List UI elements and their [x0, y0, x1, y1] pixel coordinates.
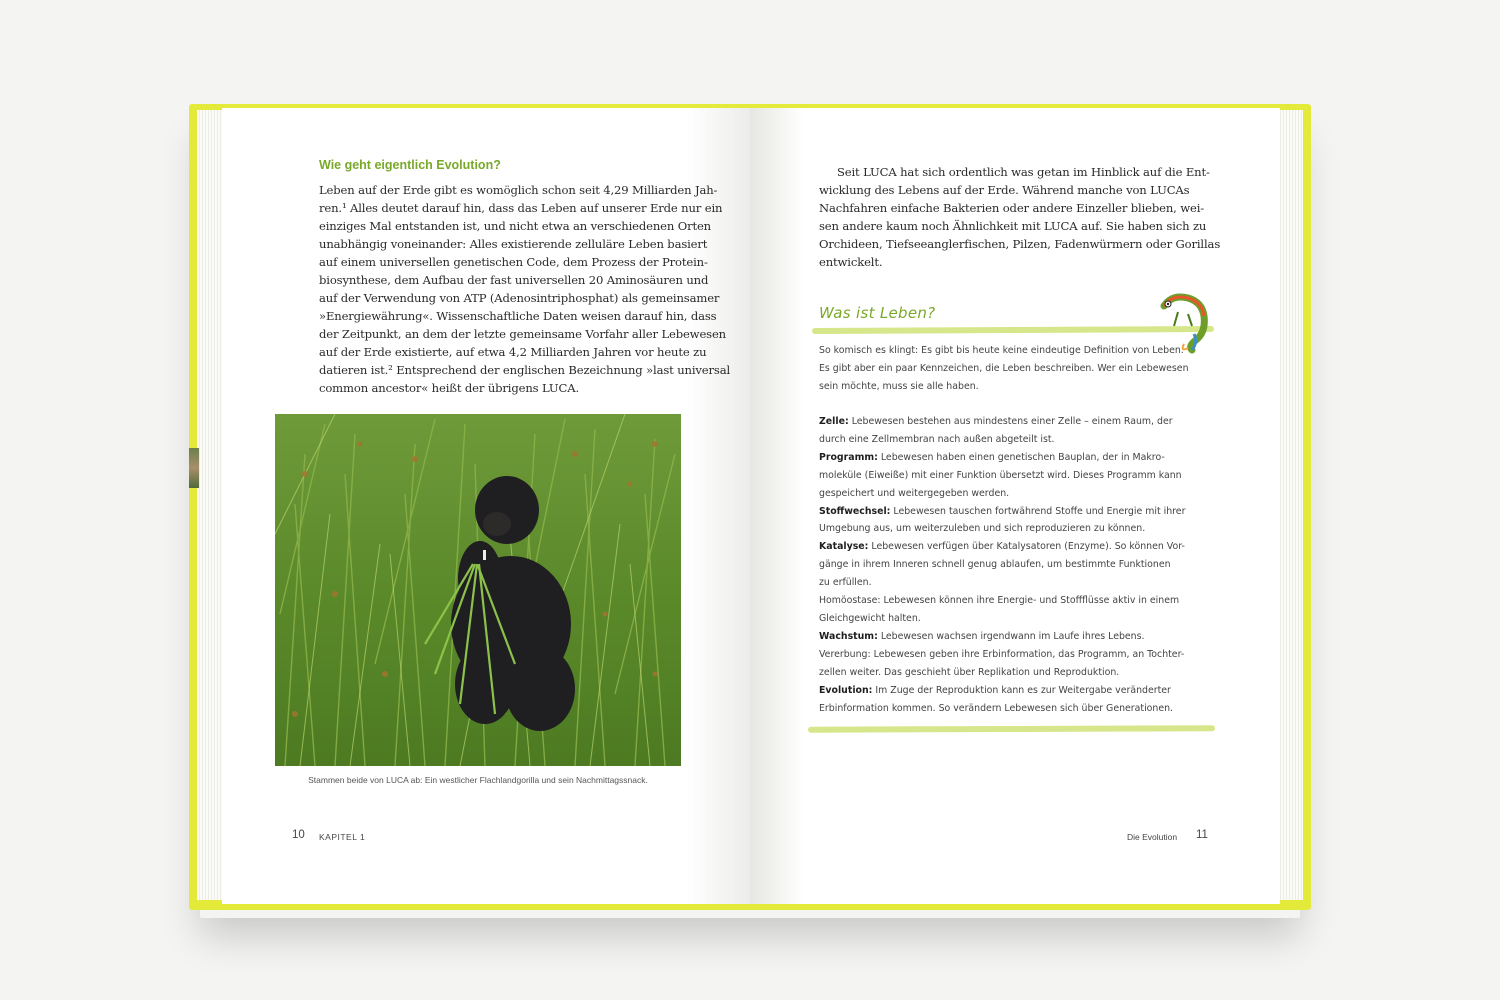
definition-text: Homöostase: Lebewesen können ihre Energie- und Stoffflüsse aktiv in einem	[819, 595, 1180, 607]
text-line: Nachfahren einfache Bakterien oder andere Einzeller blieben, wei-	[819, 201, 1205, 215]
text-line: auf einem universellen genetischen Code, dem Prozess der Protein-	[319, 255, 708, 269]
definition-text: moleküle (Eiweiße) mit einer Funktion übersetzt wird. Dieses Programm kann	[819, 469, 1182, 481]
definition-text: Im Zuge der Reproduktion kann es zur Weitergabe veränderter	[875, 684, 1171, 696]
text-line: Es gibt aber ein paar Kennzeichen, die Leben beschreiben. Wer ein Lebewesen	[819, 362, 1189, 374]
definition-text: zu erfüllen.	[819, 577, 872, 589]
page-edge-mark	[189, 448, 199, 488]
text-line: common ancestor« heißt der übrigens LUCA.	[319, 381, 580, 395]
text-line: unabhängig voneinander: Alles existierende zelluläre Leben basiert	[319, 237, 708, 251]
definition-text: Erbinformation kommen. So verändern Lebewesen sich über Generationen.	[819, 702, 1174, 714]
definition-text: Lebewesen tauschen fortwährend Stoffe und Energie mit ihrer	[893, 505, 1186, 517]
text-line: der Zeitpunkt, an dem der letzte gemeinsame Vorfahr aller Lebewesen	[319, 327, 726, 341]
definition-line	[819, 664, 1182, 682]
running-head-right: Die Evolution	[1127, 832, 1178, 842]
definition-text: Lebewesen bestehen aus mindestens einer Zelle – einem Raum, der	[851, 416, 1173, 427]
right-paragraph	[819, 163, 1221, 271]
definition-text: Gleichgewicht halten.	[819, 612, 921, 624]
definition-line	[819, 485, 1182, 503]
page-number-right: 11	[1196, 829, 1208, 841]
definition-line	[819, 682, 1182, 700]
definition-term: Stoffwechsel:	[819, 505, 891, 517]
definition-line	[819, 449, 1182, 467]
text-line: einziges Mal entstanden ist, und nicht etwa an verschiedenen Orten	[319, 219, 711, 233]
definition-line	[819, 574, 1182, 592]
definition-text: Vererbung: Lebewesen geben ihre Erbinformation, das Programm, an Tochter-	[819, 648, 1185, 660]
definition-term: Wachstum:	[819, 630, 878, 642]
text-line: ren.¹ Alles deutet darauf hin, dass das Leben auf unserer Erde nur ein	[319, 201, 723, 215]
info-box-list	[819, 413, 1186, 717]
definition-line	[819, 431, 1182, 449]
definition-term: Programm:	[819, 451, 878, 463]
definition-text: gespeichert und weitergegeben werden.	[819, 487, 1010, 499]
definition-line	[819, 520, 1182, 538]
definition-text: Lebewesen haben einen genetischen Bauplan, der in Makro-	[880, 451, 1165, 463]
text-line: So komisch es klingt: Es gibt bis heute keine eindeutige Definition von Leben.	[819, 345, 1184, 356]
definition-text: zellen weiter. Das geschieht über Replikation und Reproduktion.	[819, 666, 1120, 678]
definition-text: gänge in ihrem Inneren schnell genug ablaufen, um bestimmte Funktionen	[819, 559, 1171, 571]
definition-line	[819, 413, 1182, 431]
definition-text: durch eine Zellmembran nach außen abgeteilt ist.	[819, 433, 1055, 445]
definition-line	[819, 467, 1182, 485]
definition-text: Umgebung aus, um weiterzuleben und sich reproduzieren zu können.	[819, 523, 1146, 535]
definition-line	[819, 592, 1182, 610]
photo-caption: Stammen beide von LUCA ab: Ein westlicher Flachlandgorilla und sein Nachmittagssnack.	[308, 775, 648, 785]
gorilla-image	[275, 414, 681, 766]
text-line: biosynthese, dem Aufbau der fast universellen 20 Aminosäuren und	[319, 273, 709, 287]
text-line: auf der Verwendung von ATP (Adenosintriphosphat) als gemeinsamer	[319, 291, 720, 305]
definition-line	[819, 503, 1186, 521]
section-heading: Wie geht eigentlich Evolution?	[319, 158, 501, 172]
text-line: auf der Erde existierte, auf etwa 4,2 Milliarden Jahren vor heute zu	[319, 345, 707, 359]
text-line: sen andere kaum noch Ähnlichkeit mit LUCA auf. Sie haben sich zu	[819, 219, 1207, 233]
text-line: sein möchte, muss sie alle haben.	[819, 380, 979, 392]
info-box-intro	[819, 342, 1189, 396]
definition-text: Lebewesen verfügen über Katalysatoren (Enzyme). So können Vor-	[871, 541, 1185, 553]
running-head-left: KAPITEL 1	[319, 832, 366, 842]
text-line: »Energiewährung«. Wissenschaftliche Daten weisen darauf hin, dass	[319, 309, 717, 323]
definition-line	[819, 646, 1185, 664]
definition-line	[819, 700, 1182, 718]
definition-text: Lebewesen wachsen irgendwann im Laufe ihres Lebens.	[880, 630, 1145, 642]
text-line: Leben auf der Erde gibt es womöglich schon seit 4,29 Milliarden Jah-	[319, 183, 718, 197]
definition-term: Evolution:	[819, 684, 873, 696]
definition-term: Katalyse:	[819, 541, 869, 553]
page-number-left: 10	[292, 829, 305, 841]
left-paragraph	[319, 181, 731, 397]
definition-line	[819, 556, 1182, 574]
definition-term: Zelle:	[819, 416, 849, 427]
text-line: wicklung des Lebens auf der Erde. Während manche von LUCAs	[819, 183, 1190, 197]
text-line: Orchideen, Tiefseeanglerfischen, Pilzen, Fadenwürmern oder Gorillas	[819, 237, 1221, 251]
text-line: Seit LUCA hat sich ordentlich was getan im Hinblick auf die Ent-	[837, 165, 1210, 179]
definition-line	[819, 538, 1185, 556]
definition-line	[819, 610, 1182, 628]
info-box-heading: Was ist Leben?	[819, 304, 936, 322]
text-line: datieren ist.² Entsprechend der englischen Bezeichnung »last universal	[319, 363, 731, 377]
text-line: entwickelt.	[819, 255, 883, 269]
definition-line	[819, 628, 1182, 646]
gorilla-photo	[275, 414, 681, 766]
